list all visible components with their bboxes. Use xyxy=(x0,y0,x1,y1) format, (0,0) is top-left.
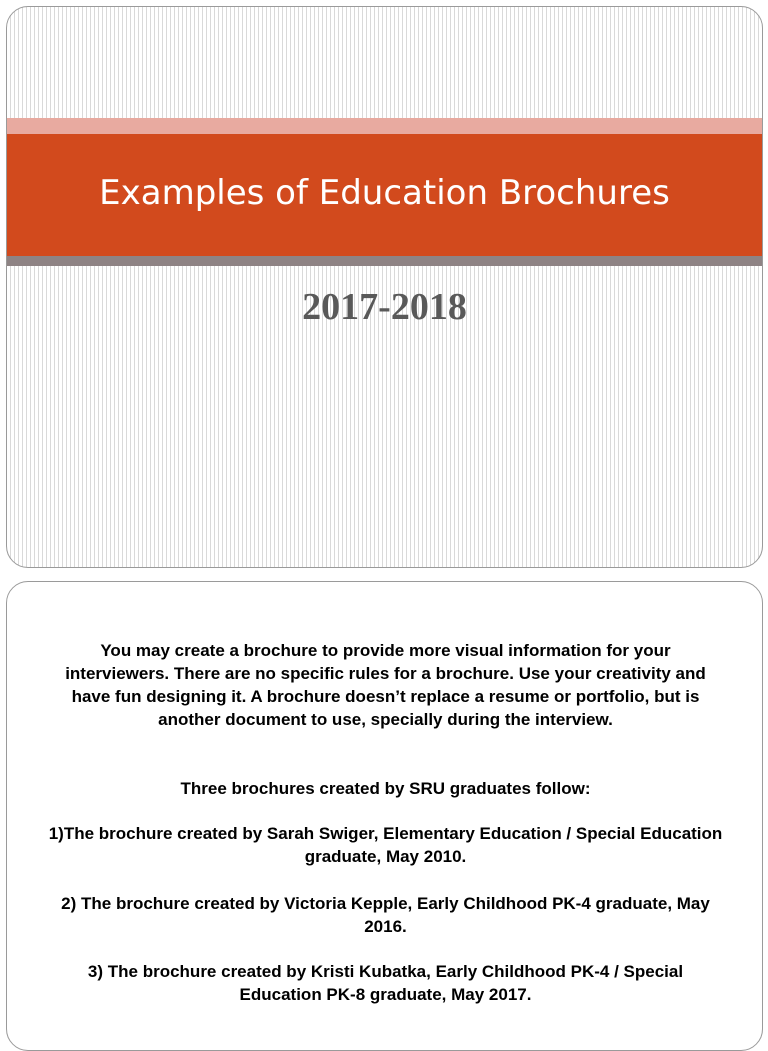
brochure-item: 2) The brochure created by Victoria Kepple, Early Childhood PK-4 graduate, May 2016. xyxy=(61,894,710,936)
content-slide xyxy=(6,581,763,1051)
title-slide xyxy=(6,6,763,568)
slide-title: Examples of Education Brochures xyxy=(99,173,670,213)
accent-band-bottom xyxy=(7,256,762,266)
brochure-item: 1)The brochure created by Sarah Swiger, Elementary Education / Special Education graduate, May 2010. xyxy=(48,824,723,866)
slide-subtitle: 2017-2018 xyxy=(302,286,467,328)
accent-band-top xyxy=(7,118,762,134)
brochure-item: 3) The brochure created by Kristi Kubatka, Early Childhood PK-4 / Special Education PK-8 graduate, May 2017. xyxy=(87,962,684,1004)
follow-line: Three brochures created by SRU graduates follow: xyxy=(180,779,591,798)
intro-paragraph: You may create a brochure to provide more visual information for your interviewers. There are no specific rules for a brochure. Use your creativity and have fun designing it. A brochure doesn’t replace a resume or portfolio, but is another document to use, specially during the interview. xyxy=(65,641,706,729)
